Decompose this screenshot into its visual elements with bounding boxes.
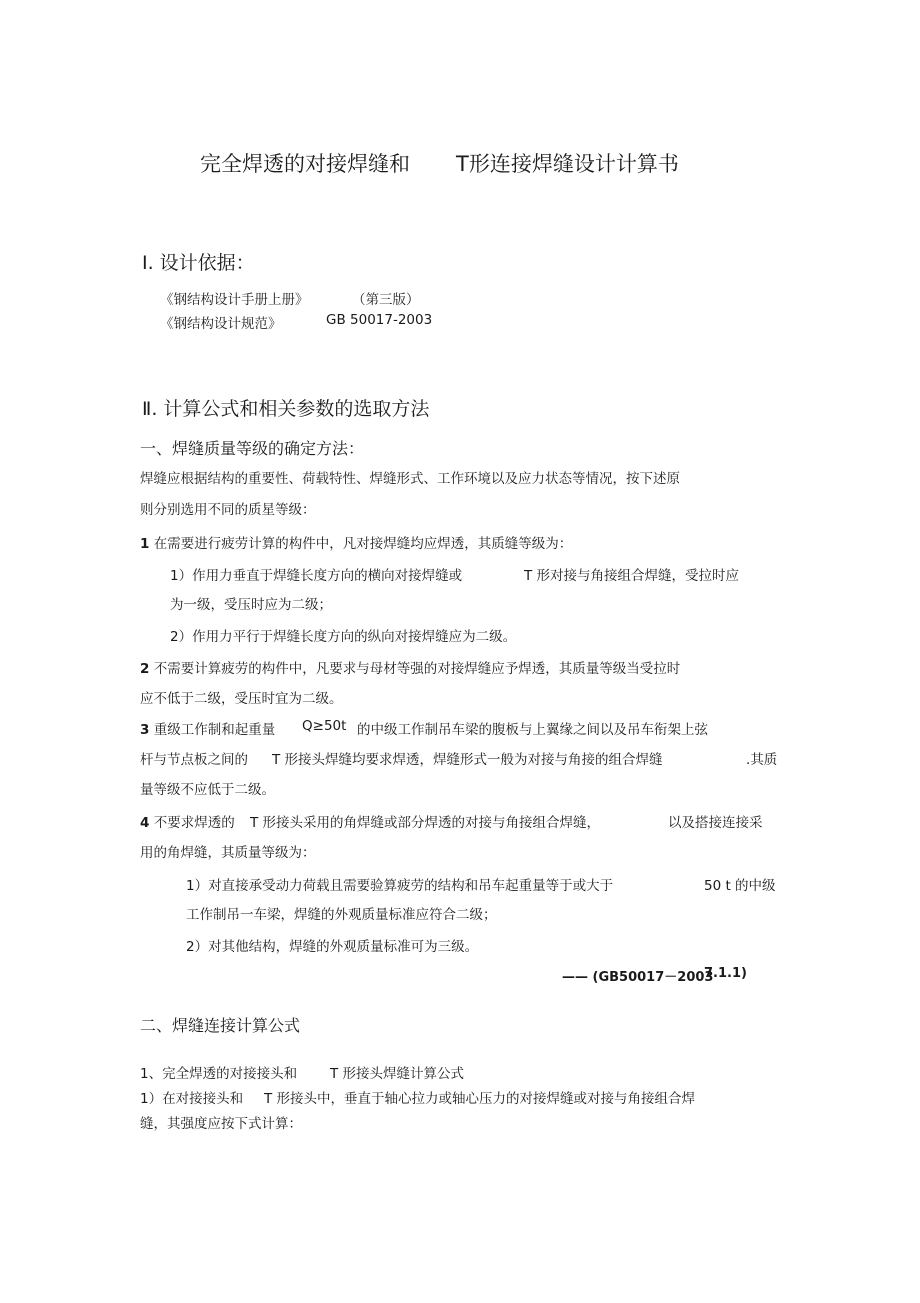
item1-sub1-c: 为一级，受压时应为二级； — [170, 597, 332, 613]
ref1-name: 《钢结构设计手册上册》 — [160, 292, 309, 308]
standard-reference-a: —— (GB50017－2003 — [562, 970, 714, 985]
sub2-para1-c: 缝，其强度应按下式计算： — [140, 1116, 302, 1132]
item4-sub1-c: 工作制吊一车梁，焊缝的外观质量标准应符合二级； — [186, 907, 497, 923]
sub2-item1-a: 1、完全焊透的对接接头和 — [140, 1066, 298, 1082]
item4-sub2: 2）对其他结构，焊缝的外观质量标准可为三级。 — [186, 939, 479, 955]
document-title-part2: T形连接焊缝设计计算书 — [456, 152, 679, 176]
document-title-part1: 完全焊透的对接焊缝和 — [200, 152, 410, 176]
item3-line1-a — [140, 718, 275, 738]
item3-line2-c: .其质 — [746, 752, 778, 768]
item4-sub1-a: 1）对直接承受动力荷载且需要验算疲劳的结构和吊车起重量等于或大于 — [186, 878, 614, 894]
section1-heading: Ⅰ. 设计依据： — [142, 252, 255, 274]
item3-line2-b: T 形接头焊缝均要求焊透，焊缝形式一般为对接与角接的组合焊缝 — [272, 752, 663, 768]
item1-sub2: 2）作用力平行于焊缝长度方向的纵向对接焊缝应为二级。 — [170, 629, 517, 645]
sub2-para1-b: T 形接头中，垂直于轴心拉力或轴心压力的对接焊缝或对接与角接组合焊 — [264, 1091, 696, 1107]
intro-line2: 则分别选用不同的质星等级： — [140, 502, 316, 518]
item2-line1 — [140, 657, 680, 677]
sub2-para1-a: 1）在对接接头和 — [140, 1091, 244, 1107]
ref1-note: （第三版） — [352, 292, 420, 308]
item4-line2: 用的角焊缝，其质量等级为： — [140, 845, 316, 861]
sub2-item1-b: T 形接头焊缝计算公式 — [330, 1066, 465, 1082]
item3-line2-a: 杆与节点板之间的 — [140, 752, 248, 768]
item3-line1-c: 的中级工作制吊车梁的腹板与上翼缘之间以及吊车衔架上弦 — [357, 722, 708, 738]
item1-sub1-a: 1）作用力垂直于焊缝长度方向的横向对接焊缝或 — [170, 568, 463, 584]
item4-sub1-b: 50 t 的中级 — [704, 878, 776, 894]
item3-line1-b: Q≥50t — [302, 718, 347, 734]
item4-line1-a — [140, 811, 235, 831]
intro-line1: 焊缝应根据结构的重要性、荷载特性、焊缝形式、工作环境以及应力状态等情况，按下述原 — [140, 471, 680, 487]
ref2-note: GB 50017-2003 — [326, 312, 433, 328]
item1-text: 在需要进行疲劳计算的构件中，凡对接焊缝均应焊透，其质缝等级为： — [153, 536, 573, 552]
sub2-heading: 二、焊缝连接计算公式 — [140, 1016, 301, 1035]
item1-sub1-b: T 形对接与角接组合焊缝，受拉时应 — [524, 568, 740, 584]
item4-line1-c: 以及搭接连接采 — [668, 815, 763, 831]
item2-number: 2 — [140, 661, 150, 677]
standard-reference-b: 7.1.1) — [704, 966, 747, 981]
item2-text: 不需要计算疲劳的构件中，凡要求与母材等强的对接焊缝应予焊透，其质量等级当受拉时 — [153, 661, 681, 677]
item3-number: 3 — [140, 722, 150, 738]
item4-line1-b: T 形接头采用的角焊缝或部分焊透的对接与角接组合焊缝， — [250, 815, 601, 831]
sub1-heading: 一、焊缝质量等级的确定方法： — [140, 439, 365, 458]
ref2-name: 《钢结构设计规范》 — [160, 316, 282, 332]
item4-text-a: 不要求焊透的 — [153, 815, 235, 831]
item3-text-a: 重级工作制和起重量 — [153, 722, 276, 738]
item4-number: 4 — [140, 815, 150, 831]
item2-line2: 应不低于二级，受压时宜为二级。 — [140, 691, 343, 707]
section2-heading: Ⅱ. 计算公式和相关参数的选取方法 — [142, 398, 430, 420]
item1 — [140, 532, 572, 552]
item1-number: 1 — [140, 536, 150, 552]
item3-line3: 量等级不应低于二级。 — [140, 782, 275, 798]
